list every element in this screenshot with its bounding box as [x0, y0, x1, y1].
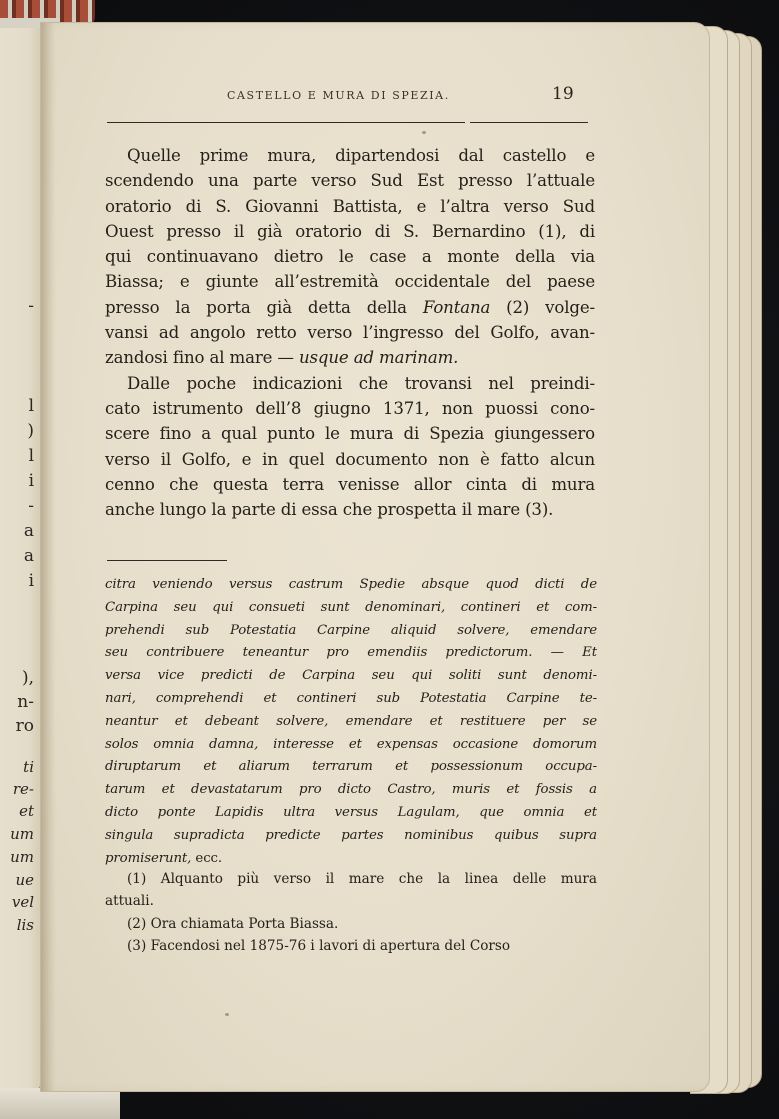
- left-page-fragment: um: [10, 848, 34, 866]
- footnote-rule: [107, 560, 227, 561]
- left-page-fragment: a: [23, 546, 34, 566]
- footnotes: [105, 868, 597, 957]
- text-line: cato istrumento dell’8 giugno 1371, non puossi cono-: [105, 398, 595, 418]
- page-gutter-shadow: [41, 23, 55, 1091]
- left-page-fragment: um: [10, 825, 34, 843]
- roman-text: ecc.: [191, 850, 223, 866]
- text-run: presso la porta già detta della: [105, 297, 423, 317]
- left-page-fragment: i: [28, 471, 34, 491]
- text-line: dicto ponte Lapidis ultra versus Lagulam, que omnia et: [105, 804, 597, 820]
- text-line: versa vice predicti de Carpina seu qui soliti sunt denomi-: [105, 668, 597, 684]
- previous-page-edge: [0, 28, 41, 1090]
- footnote-line: (1) Alquanto più verso il mare che la linea delle mura: [127, 871, 597, 887]
- left-page-fragment: n-: [17, 692, 34, 712]
- left-page-fragment: a: [23, 521, 34, 541]
- text-line: singula supradicta predicte partes nominibus quibus supra: [105, 827, 597, 843]
- left-page-fragment: l: [28, 396, 34, 416]
- text-line: solos omnia damna, interesse et expensas occasione domorum: [105, 736, 597, 752]
- paragraph: [105, 371, 595, 523]
- italic-text: Fontana: [422, 297, 491, 317]
- left-page-fragment: i: [28, 571, 34, 591]
- footnote-line: (3) Facendosi nel 1875-76 i lavori di apertura del Corso: [127, 937, 511, 954]
- italic-text: promiserunt,: [105, 850, 192, 866]
- left-page-fragment: et: [19, 802, 34, 820]
- main-text: [105, 143, 595, 522]
- left-page-fragment: ti: [23, 758, 34, 776]
- text-line: diruptarum et aliarum terrarum et possessionum occupa-: [105, 759, 597, 775]
- text-line: Carpina seu qui consueti sunt denominari, contineri et com-: [105, 599, 597, 615]
- binding-fold: [0, 1088, 120, 1119]
- text-line: tarum et devastatarum pro dicto Castro, muris et fossis a: [105, 782, 597, 798]
- left-page-fragment: -: [28, 496, 34, 516]
- text-line: scere fino a qual punto le mura di Spezia giungessero: [105, 424, 595, 444]
- text-line: [105, 295, 595, 320]
- book-page: [40, 22, 710, 1092]
- page-number: 19: [552, 84, 574, 104]
- italic-text: usque ad marinam.: [298, 348, 459, 368]
- text-line: citra veniendo versus castrum Spedie absque quod dicti de: [105, 577, 597, 592]
- footnote-line: (2) Ora chiamata Porta Biassa.: [127, 915, 339, 932]
- text-line: Dalle poche indicazioni che trovansi nel preindi-: [127, 373, 595, 393]
- left-page-fragment: ro: [15, 716, 34, 736]
- left-page-fragment: lis: [16, 916, 34, 934]
- text-line: [105, 345, 595, 370]
- text-line: seu contribuere teneantur pro emendiis predictorum. — Et: [105, 645, 597, 661]
- text-line: anche lungo la parte di essa che prospetta il mare (3).: [105, 500, 554, 520]
- text-line: [105, 848, 597, 871]
- left-page-fragment: l: [28, 446, 34, 466]
- text-run: (2) volge-: [490, 297, 595, 317]
- text-run: zandosi fino al mare —: [105, 348, 299, 368]
- paragraph: [105, 143, 595, 371]
- left-page-fragment: -: [28, 296, 34, 316]
- text-line: Ouest presso il già oratorio di S. Bernardino (1), di: [105, 221, 595, 241]
- running-head: CASTELLO E MURA DI SPEZIA.: [227, 89, 450, 102]
- paper-speck: [422, 131, 426, 134]
- text-line: verso il Golfo, e in quel documento non è fatto alcun: [105, 449, 595, 469]
- text-line: Quelle prime mura, dipartendosi dal castello e: [127, 146, 595, 165]
- footnote-latin-quote: [105, 574, 597, 870]
- header-rule: [107, 122, 465, 123]
- text-line: scendendo una parte verso Sud Est presso l’attuale: [105, 171, 595, 191]
- text-line: neantur et debeant solvere, emendare et restituere per se: [105, 713, 597, 729]
- text-line: qui continuavano dietro le case a monte della via: [105, 247, 595, 267]
- text-line: vansi ad angolo retto verso l’ingresso del Golfo, avan-: [105, 323, 595, 343]
- text-line: Biassa; e giunte all’estremità occidentale del paese: [105, 272, 595, 292]
- text-line: prehendi sub Potestatia Carpine aliquid solvere, emendare: [105, 622, 597, 638]
- footnote-line: attuali.: [105, 893, 154, 910]
- left-page-fragment: vel: [11, 893, 34, 911]
- header-rule: [470, 122, 588, 123]
- left-page-fragment: ),: [21, 668, 34, 688]
- left-page-fragment: re-: [12, 780, 34, 798]
- text-line: cenno che questa terra venisse allor cinta di mura: [105, 474, 595, 494]
- left-page-fragment: ): [27, 421, 34, 441]
- paper-speck: [225, 1013, 229, 1016]
- text-line: oratorio di S. Giovanni Battista, e l’altra verso Sud: [105, 196, 595, 216]
- text-line: nari, comprehendi et contineri sub Potestatia Carpine te-: [105, 690, 597, 706]
- left-page-fragment: ue: [15, 871, 34, 889]
